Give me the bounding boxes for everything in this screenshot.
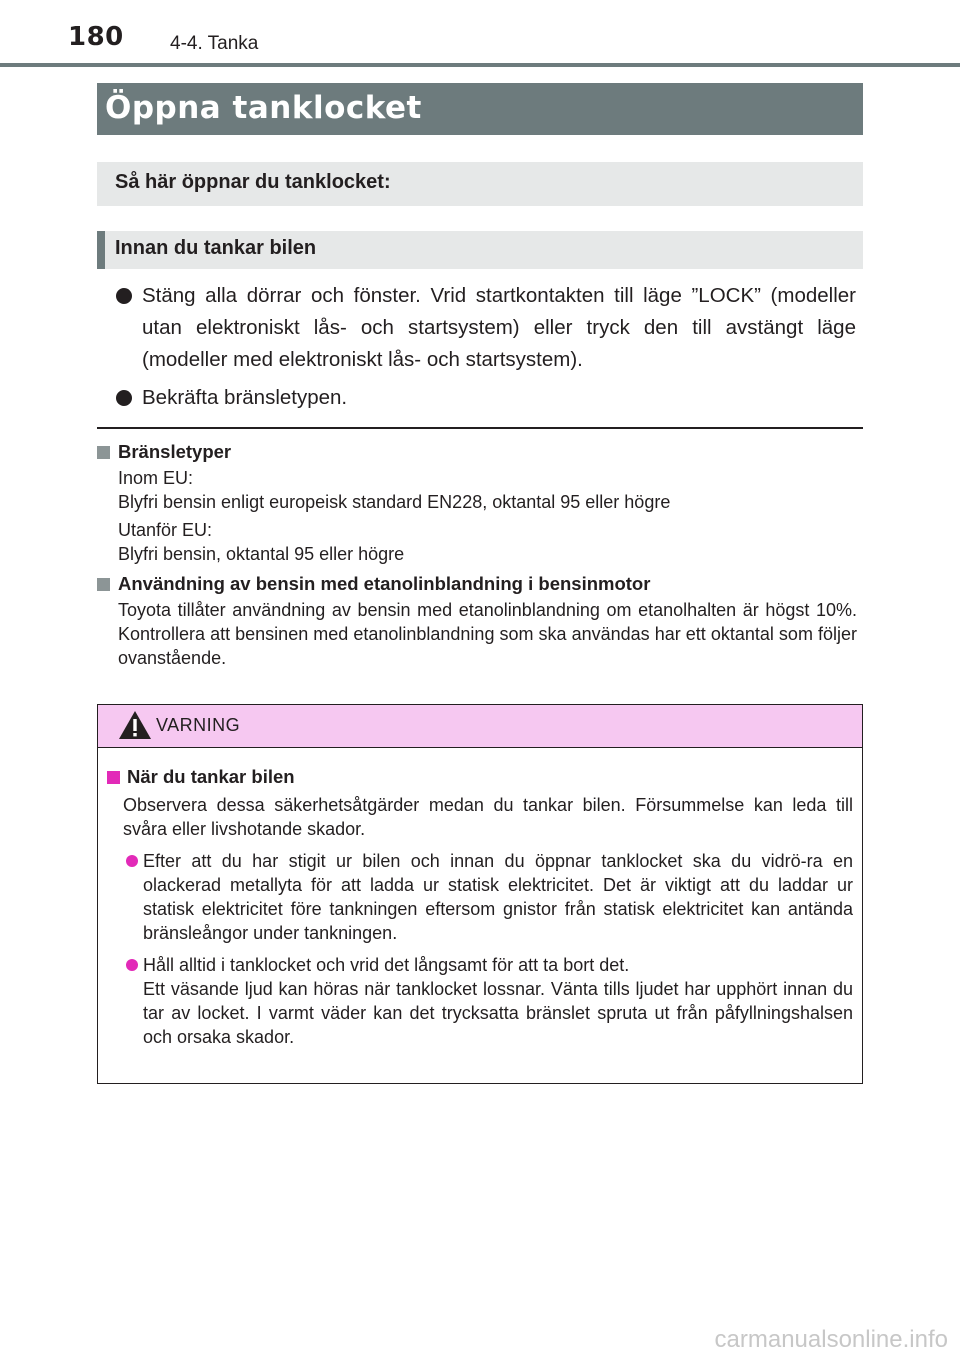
fuel-types-heading: Bränsletyper	[97, 438, 857, 466]
bullet-icon	[116, 390, 132, 406]
warning-body	[107, 763, 853, 1057]
warning-icon	[118, 710, 152, 740]
header-rule	[0, 63, 960, 67]
square-bullet-icon	[107, 771, 120, 784]
square-bullet-icon	[97, 446, 110, 459]
bullet-icon	[116, 288, 132, 304]
section-divider	[97, 427, 863, 429]
watermark: carmanualsonline.info	[714, 1326, 948, 1353]
info-section	[97, 438, 857, 674]
warning-text: Observera dessa säkerhetsåtgärder medan du tankar bilen. Försummelse kan leda till svåra eller livshotande skador.	[123, 795, 853, 839]
bullet-icon	[126, 959, 138, 971]
warning-list-item: Efter att du har stigit ur bilen och innan du öppnar tanklocket ska du vidrö-ra en olackerad metallyta för att ladda ur statisk elektricitet. Det är viktigt att du laddar ur statisk elektricitet före tankningen eftersom gnistor från statisk elektricitet kan antända bränsleångor under tankningen.	[107, 849, 853, 945]
list-item	[114, 382, 856, 414]
page-title: Öppna tanklocket	[105, 90, 422, 126]
bullet-icon	[126, 855, 138, 867]
intro-bar	[97, 162, 863, 206]
page-number: 180	[68, 22, 124, 52]
warning-subheading: När du tankar bilen	[107, 763, 853, 791]
square-bullet-icon	[97, 578, 110, 591]
intro-text: Så här öppnar du tanklocket:	[115, 171, 391, 193]
section-label: 4-4. Tanka	[170, 33, 259, 54]
ethanol-text: Toyota tillåter användning av bensin med etanolinblandning om etanolhalten är högst 10%. Kontrollera att bensinen med etanolinblandning som ska användas har ett oktantal som följer ovanstående.	[118, 600, 857, 668]
ethanol-heading: Användning av bensin med etanolinblandning i bensinmotor	[97, 570, 857, 598]
list-item	[114, 280, 856, 376]
warning-header	[98, 705, 862, 748]
page-header	[0, 0, 960, 68]
warning-title: VARNING	[156, 715, 241, 735]
subheading-bar	[97, 231, 863, 269]
fuel-types-non-eu: Utanför EU: Blyfri bensin, oktantal 95 eller högre	[118, 520, 405, 564]
list-item-text: Bekräfta bränsletypen.	[142, 386, 348, 409]
warning-list-item: Håll alltid i tanklocket och vrid det långsamt för att ta bort det. Ett väsande ljud kan höras när tanklocket lossnar. Vänta tills ljudet har upphört innan du tar av locket. I varmt väder kan det trycksatta bränslet spruta ut från påfyllningshalsen och orsaka skador.	[107, 953, 853, 1049]
list-item-text: Stäng alla dörrar och fönster. Vrid startkontakten till läge ”LOCK” (modeller utan elektroniskt lås- och startsystem) eller tryck den till avstängt läge (modeller med elektroniskt lås- och startsystem).	[142, 284, 856, 371]
warning-box	[97, 704, 863, 1084]
title-bar	[97, 83, 863, 135]
fuel-types-eu: Inom EU: Blyfri bensin enligt europeisk standard EN228, oktantal 95 eller högre	[118, 468, 671, 512]
subheading-accent	[97, 231, 105, 269]
instruction-list	[114, 280, 856, 420]
subheading: Innan du tankar bilen	[115, 237, 317, 259]
